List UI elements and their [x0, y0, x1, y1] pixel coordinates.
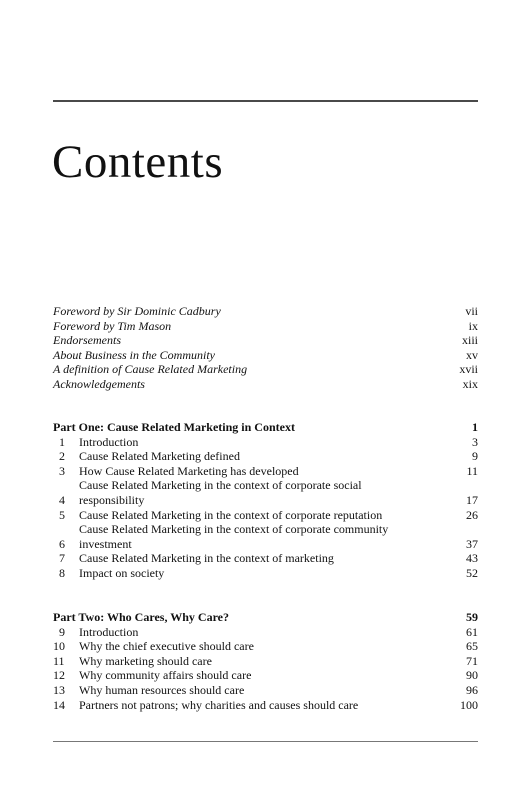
chapter-title: Why human resources should care — [79, 682, 245, 697]
entry-page: vii — [465, 304, 478, 318]
chapter-title: Cause Related Marketing in the context of corporate community investment — [79, 522, 389, 551]
toc-entry-definition[interactable] — [53, 362, 478, 377]
chapter-number: 13 — [53, 682, 65, 697]
chapter-entry[interactable] — [53, 522, 478, 551]
chapter-title: Introduction — [79, 624, 139, 639]
chapter-page: 3 — [472, 434, 478, 449]
part-page: 59 — [466, 610, 478, 624]
chapter-entry[interactable] — [53, 478, 478, 507]
top-rule — [53, 100, 478, 102]
chapter-entry[interactable] — [53, 654, 478, 669]
chapter-number: 10 — [53, 639, 65, 654]
chapter-number: 8 — [59, 565, 65, 580]
chapter-page: 90 — [466, 668, 478, 683]
chapter-entry[interactable] — [53, 639, 478, 654]
chapter-number: 6 — [59, 536, 65, 551]
chapter-page: 9 — [472, 449, 478, 464]
chapter-entry[interactable] — [53, 698, 478, 713]
part-heading[interactable] — [53, 420, 478, 435]
entry-page: ix — [468, 318, 478, 333]
chapter-entry[interactable] — [53, 566, 478, 581]
chapter-number: 3 — [59, 463, 65, 478]
toc-entry-foreword-cadbury[interactable] — [53, 304, 478, 319]
chapter-entry[interactable] — [53, 551, 478, 566]
chapter-page: 65 — [466, 639, 478, 654]
entry-title: Foreword by Tim Mason — [53, 318, 172, 333]
chapter-number: 5 — [59, 507, 65, 522]
part-page: 1 — [472, 420, 478, 434]
chapter-page: 71 — [466, 653, 478, 668]
chapter-entry[interactable] — [53, 449, 478, 464]
toc-entry-acknowledgements[interactable] — [53, 377, 478, 392]
chapter-number: 12 — [53, 668, 65, 683]
entry-page: xv — [466, 347, 478, 362]
chapter-entry[interactable] — [53, 625, 478, 640]
toc-entry-foreword-mason[interactable] — [53, 319, 478, 334]
entry-page: xvii — [459, 362, 478, 377]
chapter-title: Cause Related Marketing in the context of marketing — [79, 551, 334, 566]
chapter-page: 11 — [466, 463, 478, 478]
chapter-number: 7 — [59, 551, 65, 566]
chapter-number: 1 — [59, 434, 65, 449]
entry-title: Endorsements — [53, 333, 121, 348]
chapter-title: Cause Related Marketing defined — [79, 449, 240, 464]
part-heading[interactable] — [53, 610, 478, 625]
entry-title: About Business in the Community — [53, 347, 215, 362]
chapter-title: Why marketing should care — [79, 653, 212, 668]
chapter-page: 37 — [466, 536, 478, 551]
part-title: Part One: Cause Related Marketing in Context — [53, 420, 295, 434]
chapter-entry[interactable] — [53, 668, 478, 683]
bottom-rule — [53, 741, 478, 742]
chapter-number: 2 — [59, 449, 65, 464]
chapter-page: 100 — [460, 697, 478, 712]
part-one-section — [53, 420, 478, 581]
chapter-number: 11 — [53, 653, 65, 668]
entry-title: Foreword by Sir Dominic Cadbury — [53, 304, 221, 318]
chapter-title: Introduction — [79, 434, 139, 449]
chapter-page: 26 — [466, 507, 478, 522]
chapter-entry[interactable] — [53, 435, 478, 450]
chapter-page: 17 — [466, 492, 478, 507]
chapter-title: Cause Related Marketing in the context of corporate social responsibility — [79, 478, 362, 507]
toc-entry-endorsements[interactable] — [53, 333, 478, 348]
chapter-entry[interactable] — [53, 508, 478, 523]
chapter-entry[interactable] — [53, 464, 478, 479]
chapter-number: 14 — [53, 697, 65, 712]
chapter-title: Partners not patrons; why charities and causes should care — [79, 697, 359, 712]
chapter-entry[interactable] — [53, 683, 478, 698]
chapter-title: Why community affairs should care — [79, 668, 252, 683]
entry-page: xiii — [461, 333, 478, 348]
chapter-number: 4 — [59, 492, 65, 507]
chapter-page: 43 — [466, 551, 478, 566]
chapter-title: Why the chief executive should care — [79, 639, 254, 654]
part-two-section — [53, 610, 478, 712]
entry-title: A definition of Cause Related Marketing — [53, 362, 248, 377]
page-title: Contents — [52, 136, 224, 188]
toc-entry-about-bitc[interactable] — [53, 348, 478, 363]
chapter-number: 9 — [59, 624, 65, 639]
part-title: Part Two: Who Cares, Why Care? — [53, 610, 229, 624]
chapter-page: 96 — [466, 682, 478, 697]
entry-page: xix — [462, 376, 478, 391]
chapter-title: Impact on society — [79, 565, 165, 580]
chapter-page: 61 — [466, 624, 478, 639]
chapter-title: How Cause Related Marketing has developed — [79, 463, 299, 478]
chapter-title: Cause Related Marketing in the context of corporate reputation — [79, 507, 383, 522]
chapter-page: 52 — [466, 565, 478, 580]
entry-title: Acknowledgements — [53, 376, 145, 391]
front-matter-list — [53, 304, 478, 392]
